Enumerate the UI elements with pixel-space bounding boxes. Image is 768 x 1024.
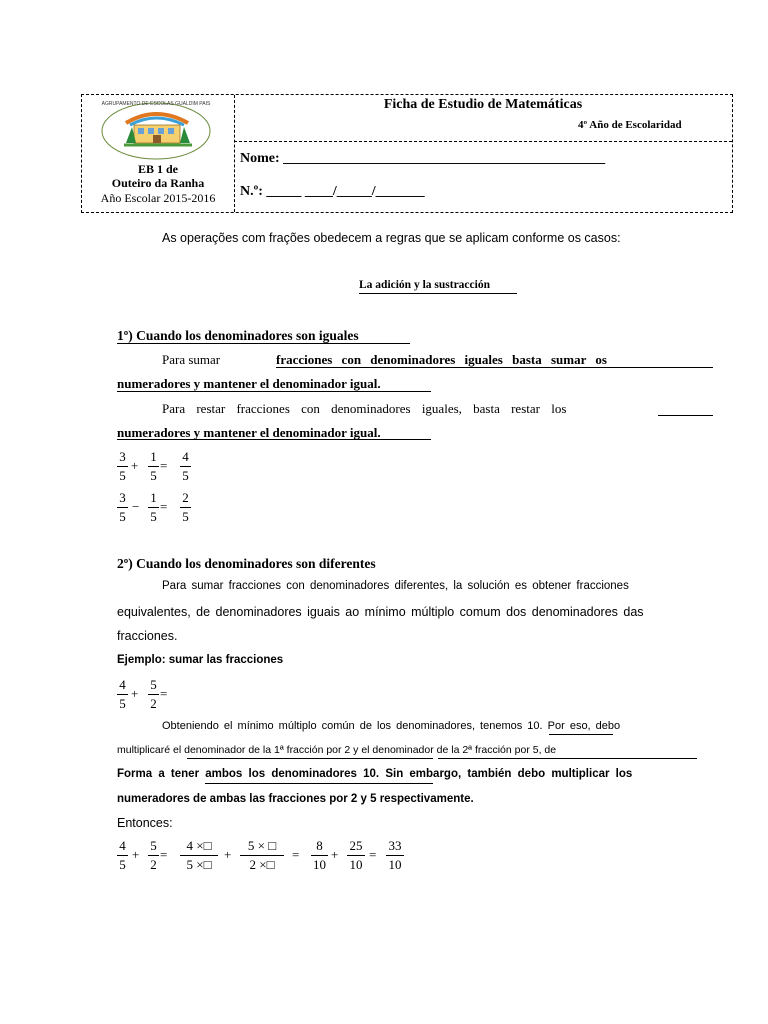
school-logo bbox=[96, 99, 216, 163]
example-label: Ejemplo: sumar las fracciones bbox=[117, 654, 284, 666]
s1-ex2-result: 2 5 bbox=[180, 490, 191, 525]
final-frac-a: 4 5 bbox=[117, 838, 128, 873]
s2-p2-line1-underline bbox=[549, 734, 613, 735]
school-line1: EB 1 de bbox=[137, 162, 178, 176]
s1-ex1-eq: = bbox=[160, 458, 168, 473]
subtitle: La adición y la sustracción bbox=[359, 279, 490, 291]
s1-p1-lead: Para sumar bbox=[162, 352, 221, 367]
s2-p2-line1: Obteniendo el mínimo múltiplo común de los denominadores, tenemos 10. Por eso, debo bbox=[162, 720, 621, 732]
s2-p3-line1-underline bbox=[205, 783, 433, 784]
s1-ex1-op: + bbox=[131, 458, 139, 473]
s1-ex2-op: − bbox=[132, 499, 140, 514]
final-op2: + bbox=[224, 847, 232, 862]
final-eq2: = bbox=[292, 847, 300, 862]
s2-ex-frac-b: 5 2 bbox=[148, 677, 159, 712]
s2-p1-line3: fracciones. bbox=[117, 629, 178, 643]
s2-ex-eq: = bbox=[160, 686, 168, 701]
s2-p1-line2: equivalentes, de denominadores iguais ao mínimo múltiplo comum dos denominadores das bbox=[117, 605, 644, 619]
section2-heading: 2º) Cuando los denominadores son diferentes bbox=[117, 556, 376, 571]
number-date-field[interactable]: N.º: _____ ____/_____/_______ bbox=[240, 184, 425, 199]
logo-text: AGRUPAMENTO DE ESCOLAS GUALDIM PAIS bbox=[101, 101, 211, 107]
s1-ex1-result: 4 5 bbox=[180, 449, 191, 484]
grade-label: 4º Año de Escolaridad bbox=[578, 119, 682, 131]
s2-ex-frac-a: 4 5 bbox=[117, 677, 128, 712]
s1-p2-line1: Para restar fracciones con denominadores iguales, basta restar los bbox=[162, 401, 567, 416]
final-frac-g: 33 10 bbox=[386, 838, 404, 873]
header-divider-horizontal bbox=[234, 141, 732, 142]
intro-text: As operações com frações obedecem a regras que se aplicam conforme os casos: bbox=[162, 231, 621, 245]
final-frac-d: 5 × □ 2 ×□ bbox=[240, 838, 284, 873]
s1-p2-line2: numeradores y mantener el denominador igual. bbox=[117, 425, 381, 440]
s1-ex1-frac-b: 1 5 bbox=[148, 449, 159, 484]
page-title: Ficha de Estudio de Matemáticas bbox=[383, 97, 583, 112]
s1-ex1-frac-a: 3 5 bbox=[117, 449, 128, 484]
s2-p1-line1: Para sumar fracciones con denominadores diferentes, la solución es obtener fracciones bbox=[162, 580, 629, 592]
s1-p2-line1-underline bbox=[658, 415, 713, 416]
s1-p1-line2-underline bbox=[117, 391, 431, 392]
final-frac-b: 5 2 bbox=[148, 838, 159, 873]
subtitle-underline bbox=[359, 293, 517, 294]
section1-heading: 1º) Cuando los denominadores son iguales bbox=[117, 328, 359, 343]
name-field[interactable]: Nome: ______________________________________________ bbox=[240, 151, 606, 166]
s1-ex2-frac-b: 1 5 bbox=[148, 490, 159, 525]
s2-p3-line2: numeradores de ambas las fracciones por 2 y 5 respectivamente. bbox=[117, 793, 474, 805]
final-eq1: = bbox=[160, 847, 168, 862]
school-year: Año Escolar 2015-2016 bbox=[100, 191, 216, 205]
s2-p2-line2-underline-b bbox=[438, 758, 697, 759]
final-op3: + bbox=[331, 847, 339, 862]
final-eq3: = bbox=[369, 847, 377, 862]
then-label: Entonces: bbox=[117, 816, 173, 830]
s2-p3-line1: Forma a tener ambos los denominadores 10. Sin embargo, también debo multiplicar los bbox=[117, 768, 633, 780]
final-frac-c: 4 ×□ 5 ×□ bbox=[180, 838, 218, 873]
s1-p1-underline bbox=[276, 367, 713, 368]
s2-p2-line2: multiplicaré el denominador de la 1ª fracción por 2 y el denominador de la 2ª fracción por 5, de bbox=[117, 744, 557, 756]
s2-p2-line2-underline-a bbox=[187, 758, 433, 759]
final-frac-f: 25 10 bbox=[347, 838, 365, 873]
s1-ex2-frac-a: 3 5 bbox=[117, 490, 128, 525]
s1-p2-line2-underline bbox=[117, 439, 431, 440]
s1-p1-emphasis: fracciones con denominadores iguales basta sumar os bbox=[276, 352, 607, 367]
s1-p1-line2: numeradores y mantener el denominador igual. bbox=[117, 376, 381, 391]
s1-ex2-eq: = bbox=[160, 499, 168, 514]
school-line2: Outeiro da Ranha bbox=[111, 176, 205, 190]
final-op1: + bbox=[132, 847, 140, 862]
final-frac-e: 8 10 bbox=[313, 838, 326, 872]
header-box bbox=[81, 94, 733, 213]
s2-ex-op: + bbox=[131, 686, 139, 701]
section1-heading-underline bbox=[117, 343, 410, 344]
